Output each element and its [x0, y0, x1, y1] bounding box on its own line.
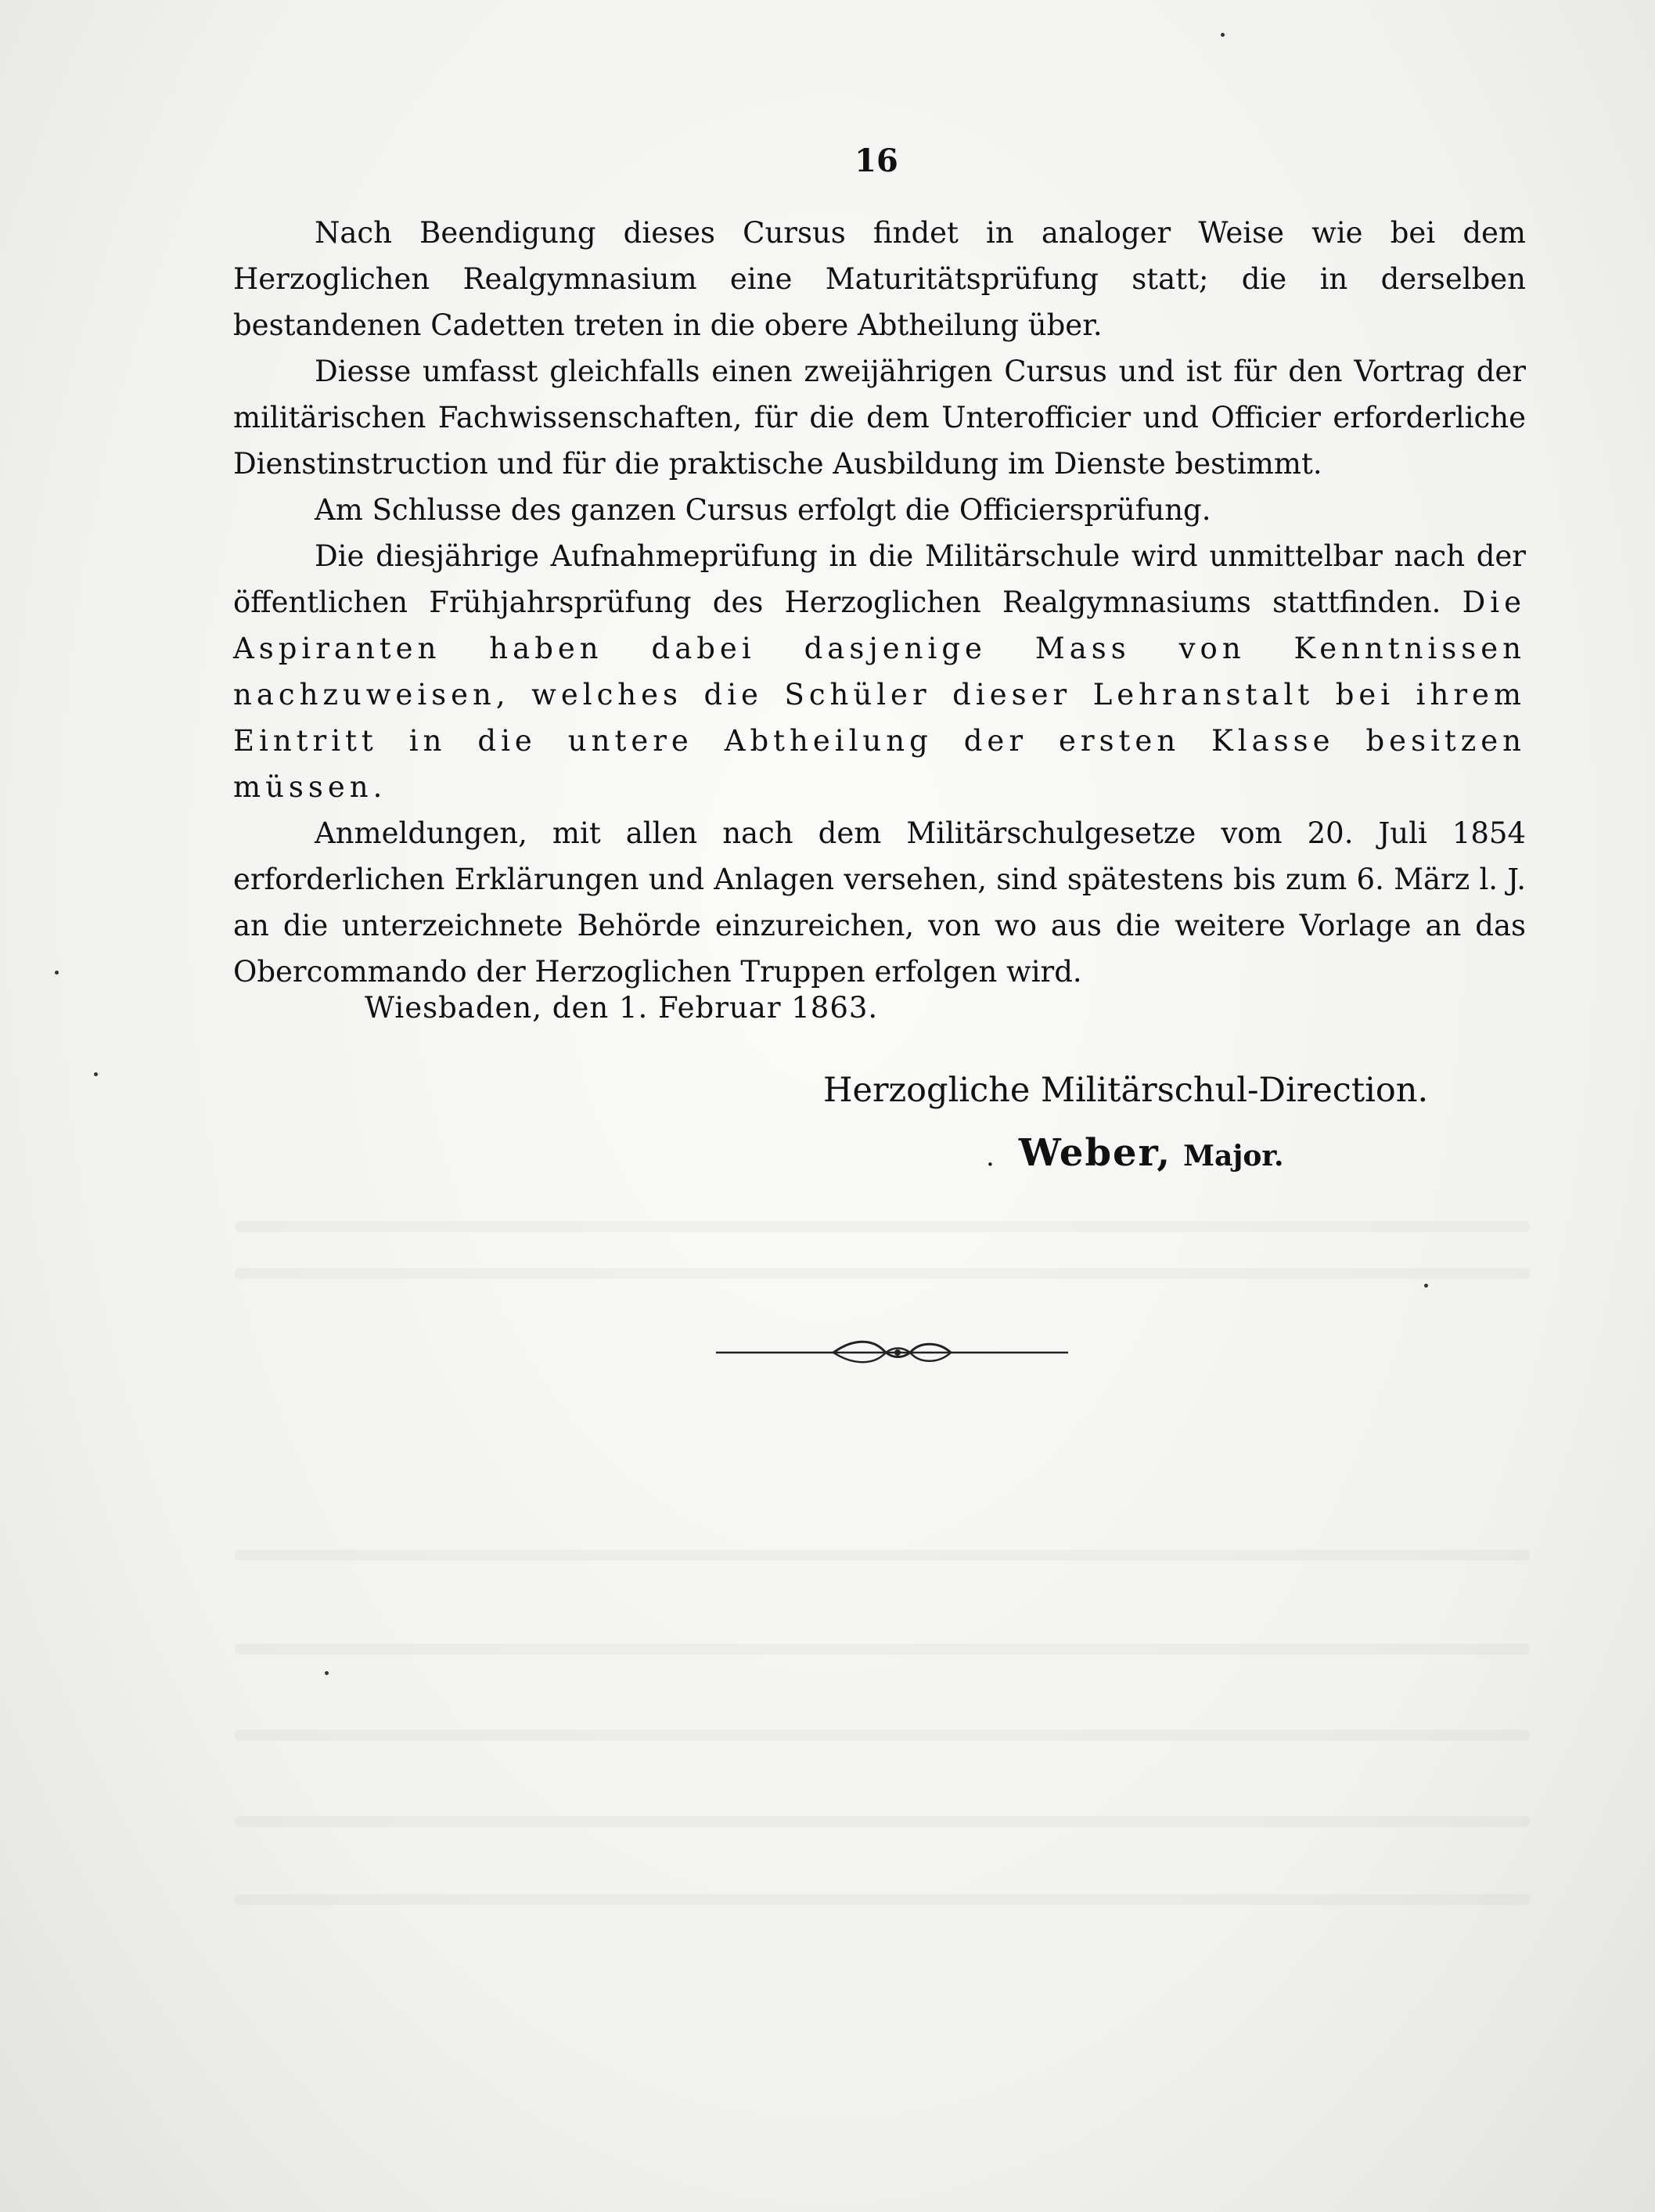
page-number: 16	[854, 142, 898, 179]
bleed-through-shadow	[235, 1550, 1530, 1561]
speck	[1221, 33, 1225, 37]
bleed-through-shadow	[235, 1894, 1530, 1905]
speck	[1424, 1284, 1428, 1288]
bleed-through-shadow	[235, 1730, 1530, 1741]
signature-name: Weber,	[1018, 1131, 1172, 1175]
date-line: Wiesbaden, den 1. Februar 1863.	[365, 991, 879, 1025]
admission-exam-text: Die diesjährige Aufnahmeprüfung in die Militärschule wird unmittelbar nach der öffentlichen Frühjahrsprüfung des Herzoglichen Realgymnasiums stattfinden.	[233, 539, 1526, 619]
speck	[325, 1671, 329, 1675]
bleed-through-shadow	[235, 1816, 1530, 1827]
body-text	[233, 210, 1526, 995]
bleed-through-shadow	[235, 1221, 1530, 1232]
bleed-through-shadow	[235, 1268, 1530, 1279]
paragraph-admission-exam	[233, 533, 1526, 810]
paragraph-registration: Anmeldungen, mit allen nach dem Militärschulgesetze vom 20. Juli 1854 erforderlichen Erklärungen und Anlagen versehen, sind spätestens bis zum 6. März l. J. an die unterzeichnete Behörde einzureichen, von wo aus die weitere Vorlage an das Obercommando der Herzoglichen Truppen erfolgen wird.	[233, 816, 1526, 989]
signature	[986, 1131, 1284, 1175]
speck	[94, 1072, 98, 1076]
paragraph-officer-exam: Am Schlusse des ganzen Cursus erfolgt die Officiersprüfung.	[315, 493, 1211, 527]
issuing-authority: Herzogliche Militärschul-Direction.	[823, 1071, 1429, 1110]
bleed-through-shadow	[235, 1644, 1530, 1655]
paragraph-maturity: Nach Beendigung dieses Cursus findet in analoger Weise wie bei dem Herzoglichen Realgymnasium eine Maturitätsprüfung statt; die in derselben bestandenen Cadetten treten in die obere Abtheilung über.	[233, 216, 1526, 342]
admission-requirements-spaced: Die Aspiranten haben dabei dasjenige Mass von Kenntnissen nachzuweisen, welches die Schüler dieser Lehranstalt bei ihrem Eintritt in die untere Abtheilung der ersten Klasse besitzen müssen.	[233, 585, 1526, 804]
ornamental-divider-icon	[716, 1331, 1068, 1378]
signature-rank: Major.	[1183, 1140, 1284, 1173]
paragraph-upper-course: Diesse umfasst gleichfalls einen zweijährigen Cursus und ist für den Vortrag der militärischen Fachwissenschaften, für die dem Unterofficier und Officier erforderliche Dienstinstruction und für die praktische Ausbildung im Dienste bestimmt.	[233, 355, 1526, 481]
speck	[55, 971, 59, 975]
signature-dot: .	[986, 1141, 995, 1173]
